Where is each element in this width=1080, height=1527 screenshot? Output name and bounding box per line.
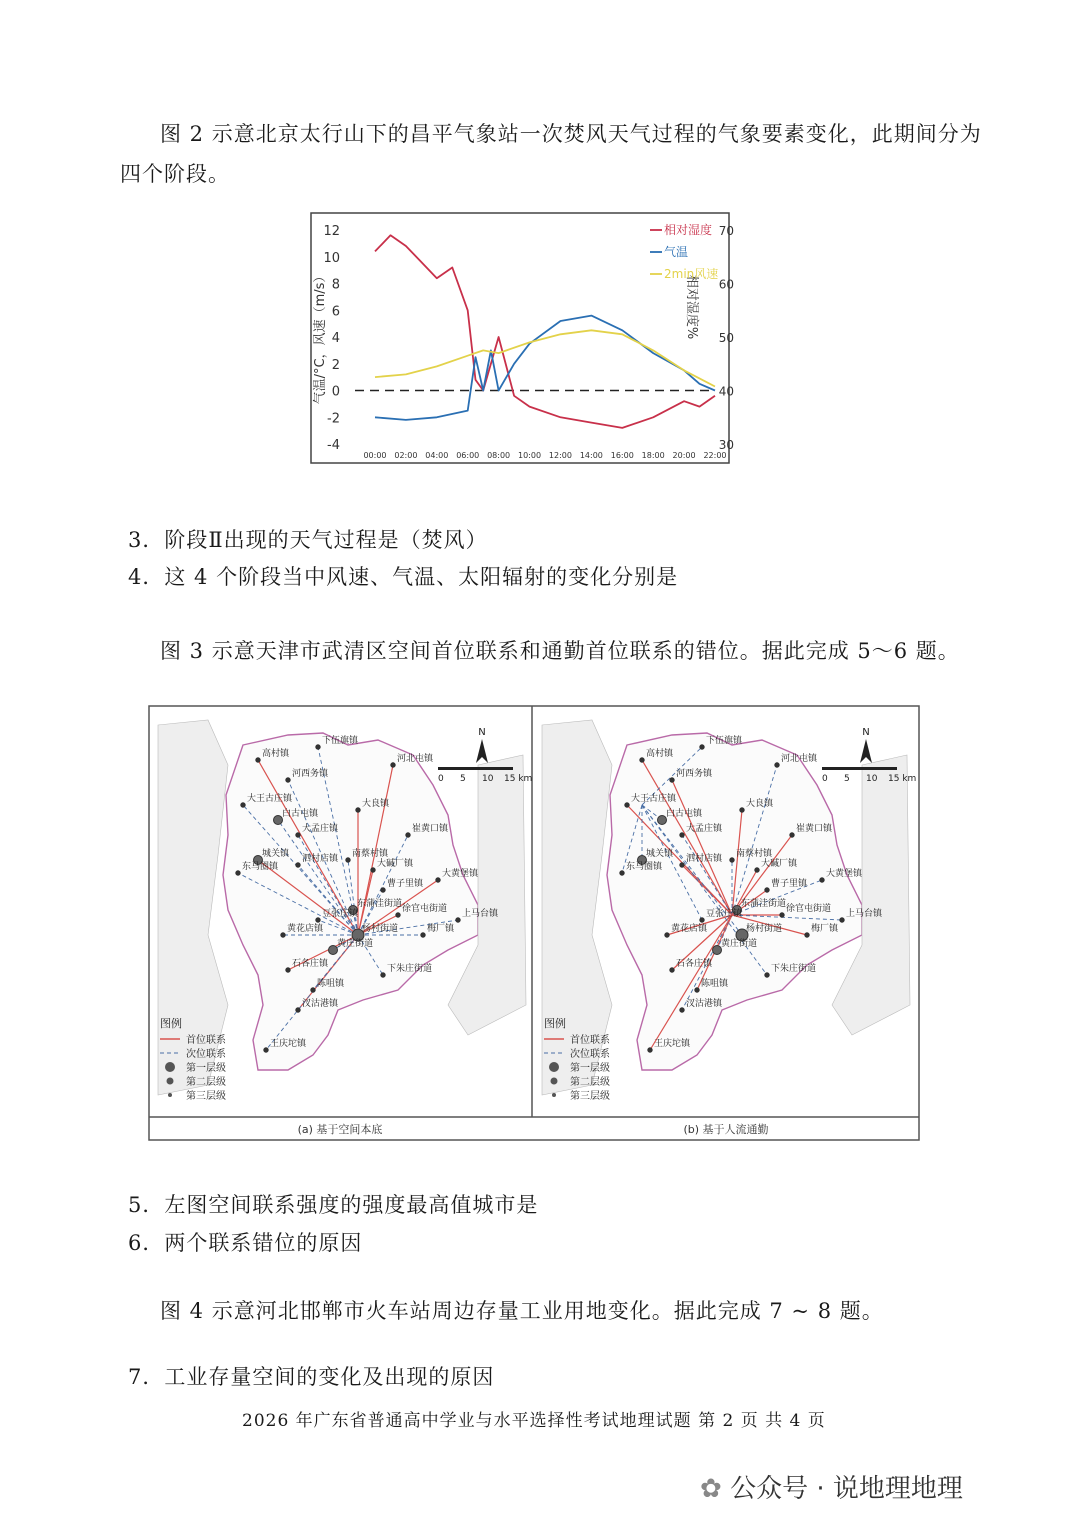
intro-fig2-cont: 四个阶段。 (120, 162, 230, 186)
y-right-label: 相对湿度% (684, 274, 699, 340)
y-left-label: 气温/°C，风速（m/s） (313, 269, 328, 405)
legend-dot (165, 1062, 175, 1072)
town-point (665, 933, 669, 937)
legend-label: 次位联系 (186, 1049, 226, 1060)
town-label: 汊沽港镇 (302, 999, 339, 1009)
town-point (391, 763, 395, 767)
x-tick: 10:00 (518, 451, 542, 460)
town-point (730, 858, 734, 862)
town-point (740, 808, 744, 812)
legend-label: 首位联系 (570, 1035, 610, 1046)
town-label: 黄庄街道 (337, 939, 374, 949)
fig2-chart (310, 212, 734, 464)
legend-label: 第三层级 (570, 1091, 610, 1102)
town-point (765, 973, 769, 977)
town-point (648, 1048, 652, 1052)
y-right-tick: 40 (718, 384, 734, 399)
town-label: 曹子里镇 (387, 879, 424, 889)
y-left-tick: -2 (327, 411, 340, 427)
town-point (670, 778, 674, 782)
town-label: 黄花店镇 (671, 924, 708, 934)
y-left-tick: -4 (327, 438, 340, 453)
town-point (346, 858, 350, 862)
town-point (421, 933, 425, 937)
y-right-tick: 70 (718, 224, 734, 238)
town-label: 上马台镇 (846, 909, 883, 919)
town-label: 南蔡村镇 (352, 849, 389, 859)
y-left-tick: 4 (331, 331, 340, 346)
town-label: 泗村店镇 (686, 854, 723, 864)
intro-fig4: 图 4 示意河北邯郸市火车站周边存量工业用地变化。据此完成 7 ~ 8 题。 (160, 1299, 884, 1323)
town-label: 梅厂镇 (427, 924, 455, 934)
town-label: 黄花店镇 (287, 924, 324, 934)
town-label: 大黄堡镇 (442, 869, 479, 879)
town-point (296, 833, 300, 837)
town-point (620, 871, 624, 875)
town-label: 杨村街道 (746, 924, 783, 934)
town-point (371, 868, 375, 872)
x-tick: 16:00 (610, 451, 634, 460)
legend-title: 图例 (160, 1017, 182, 1030)
town-point (456, 918, 460, 922)
town-label: 下朱庄街道 (387, 964, 433, 974)
scale-bar (438, 767, 513, 770)
legend-dot (552, 1093, 556, 1097)
town-point (700, 918, 704, 922)
x-tick: 22:00 (703, 451, 727, 460)
scale-label: 5 (844, 774, 850, 784)
town-label: 泗村店镇 (302, 854, 339, 864)
town-point (381, 888, 385, 892)
town-label: 大孟庄镇 (686, 824, 723, 834)
x-tick: 08:00 (487, 451, 511, 460)
question-7: 7．工业存量空间的变化及出现的原因 (128, 1365, 495, 1389)
town-point (840, 918, 844, 922)
y-left-tick: 10 (323, 250, 340, 266)
town-label: 河北屯镇 (781, 754, 818, 764)
town-label: 大良镇 (362, 799, 390, 809)
town-point (755, 868, 759, 872)
town-label: 东蒲洼街道 (357, 899, 403, 909)
town-point (281, 933, 285, 937)
y-left-tick: 0 (331, 384, 340, 400)
town-label: 高村镇 (262, 749, 290, 759)
legend-label: 第一层级 (186, 1063, 226, 1074)
town-label: 高村镇 (646, 749, 674, 759)
town-point (820, 878, 824, 882)
legend-label: 第三层级 (186, 1091, 226, 1102)
scale-label: 0 (438, 774, 444, 784)
question-4: 4．这 4 个阶段当中风速、气温、太阳辐射的变化分别是 (128, 565, 679, 589)
town-point (381, 973, 385, 977)
legend-label: 首位联系 (186, 1035, 226, 1046)
wechat-icon: ✿ (700, 1474, 722, 1504)
town-point (805, 933, 809, 937)
town-point (790, 833, 794, 837)
legend-label: 气温 (664, 245, 689, 259)
town-label: 下伍旗镇 (706, 736, 743, 746)
town-label: 城关镇 (262, 849, 290, 859)
town-point (640, 758, 644, 762)
scale-label: 15 km (504, 774, 533, 784)
intro-fig2: 图 2 示意北京太行山下的昌平气象站一次焚风天气过程的气象要素变化，此期间分为 (160, 122, 982, 146)
legend-label: 第二层级 (186, 1077, 226, 1088)
town-point (316, 745, 320, 749)
y-right-tick: 50 (718, 331, 734, 345)
y-right-tick: 30 (718, 438, 734, 452)
town-point (406, 833, 410, 837)
town-point (700, 745, 704, 749)
town-label: 下朱庄街道 (771, 964, 817, 974)
y-left-tick: 8 (331, 277, 340, 293)
town-point (436, 878, 440, 882)
legend-dot (549, 1062, 559, 1072)
legend-label: 次位联系 (570, 1049, 610, 1060)
town-point (286, 778, 290, 782)
town-label: 黄庄街道 (721, 939, 758, 949)
town-point (775, 763, 779, 767)
scale-label: 15 km (888, 774, 917, 784)
town-label: 豆张庄镇 (706, 909, 743, 919)
town-point (625, 803, 629, 807)
town-label: 东马圈镇 (242, 862, 279, 872)
legend-title: 图例 (544, 1017, 566, 1030)
town-label: 大孟庄镇 (302, 824, 339, 834)
town-label: 白古屯镇 (666, 809, 703, 819)
page-footer: 2026 年广东省普通高中学业与水平选择性考试地理试题 第 2 页 共 4 页 (242, 1411, 826, 1431)
town-point (316, 918, 320, 922)
town-point (396, 913, 400, 917)
x-tick: 14:00 (579, 451, 603, 460)
intro-fig3: 图 3 示意天津市武清区空间首位联系和通勤首位联系的错位。据此完成 5～6 题。 (160, 639, 960, 663)
town-label: 大碱厂镇 (377, 859, 414, 869)
y-right-tick: 60 (718, 277, 734, 292)
question-6: 6．两个联系错位的原因 (128, 1231, 363, 1255)
town-label: 南蔡村镇 (736, 849, 773, 859)
town-label: 河北屯镇 (397, 754, 434, 764)
x-tick: 20:00 (672, 451, 696, 460)
legend-label: 2min风速 (664, 267, 719, 281)
x-tick: 00:00 (363, 451, 387, 460)
legend-dot (167, 1078, 174, 1085)
town-label: 城关镇 (646, 849, 674, 859)
town-label: 石各庄镇 (292, 959, 329, 969)
legend-dot (551, 1078, 558, 1085)
town-label: 上马台镇 (462, 909, 499, 919)
town-label: 崔黄口镇 (412, 824, 449, 834)
north-label: N (862, 727, 870, 738)
town-point (765, 888, 769, 892)
town-point (311, 988, 315, 992)
watermark-text: 公众号 · 说地理地理 (730, 1474, 963, 1504)
y-left-tick: 2 (331, 357, 340, 373)
town-label: 曹子里镇 (771, 879, 808, 889)
scale-label: 5 (460, 774, 466, 784)
town-point (695, 988, 699, 992)
town-label: 下伍旗镇 (322, 736, 359, 746)
town-label: 大良镇 (746, 799, 774, 809)
scale-label: 0 (822, 774, 828, 784)
scale-label: 10 (866, 774, 878, 784)
x-tick: 04:00 (425, 451, 449, 460)
town-point (241, 803, 245, 807)
town-label: 徐官屯街道 (786, 904, 832, 914)
town-label: 徐官屯街道 (402, 904, 448, 914)
town-point (296, 1008, 300, 1012)
town-point (670, 968, 674, 972)
town-point (680, 1008, 684, 1012)
town-label: 河西务镇 (676, 769, 713, 779)
town-point (264, 1048, 268, 1052)
x-tick: 06:00 (456, 451, 480, 460)
town-label: 梅厂镇 (811, 924, 839, 934)
scale-label: 10 (482, 774, 494, 784)
x-tick: 18:00 (641, 451, 665, 460)
question-3: 3．阶段Ⅱ出现的天气过程是（焚风） (128, 528, 488, 552)
scale-bar (822, 767, 897, 770)
caption-b: (b) 基于人流通勤 (683, 1123, 769, 1136)
town-point (236, 871, 240, 875)
town-point (680, 833, 684, 837)
legend-label: 第一层级 (570, 1063, 610, 1074)
town-label: 大王古庄镇 (247, 794, 293, 804)
fig3-maps (148, 705, 920, 1141)
y-left-tick: 12 (323, 224, 340, 239)
town-point (296, 863, 300, 867)
legend-label: 相对湿度 (664, 223, 713, 237)
legend-label: 第二层级 (570, 1077, 610, 1088)
town-point (356, 808, 360, 812)
town-point (286, 968, 290, 972)
town-label: 东马圈镇 (626, 862, 663, 872)
town-label: 河西务镇 (292, 769, 329, 779)
legend-dot (168, 1093, 172, 1097)
town-label: 杨村街道 (362, 924, 399, 934)
north-label: N (478, 727, 486, 738)
question-5: 5．左图空间联系强度的强度最高值城市是 (128, 1193, 539, 1217)
town-point (256, 758, 260, 762)
town-label: 王庆坨镇 (270, 1039, 307, 1049)
town-point (680, 863, 684, 867)
town-point (780, 913, 784, 917)
town-label: 大黄堡镇 (826, 869, 863, 879)
town-label: 汊沽港镇 (686, 999, 723, 1009)
town-label: 豆张庄镇 (322, 909, 359, 919)
x-tick: 12:00 (548, 451, 572, 460)
caption-a: (a) 基于空间本底 (297, 1123, 383, 1136)
y-left-tick: 6 (331, 304, 340, 320)
town-label: 崔黄口镇 (796, 824, 833, 834)
town-label: 大王古庄镇 (631, 794, 677, 804)
watermark (700, 1468, 963, 1505)
town-label: 陈咀镇 (701, 979, 729, 989)
town-label: 石各庄镇 (676, 959, 713, 969)
x-tick: 02:00 (394, 451, 418, 460)
town-label: 陈咀镇 (317, 979, 345, 989)
town-label: 东蒲洼街道 (741, 899, 787, 909)
town-label: 白古屯镇 (282, 809, 319, 819)
town-label: 王庆坨镇 (654, 1039, 691, 1049)
town-label: 大碱厂镇 (761, 859, 798, 869)
